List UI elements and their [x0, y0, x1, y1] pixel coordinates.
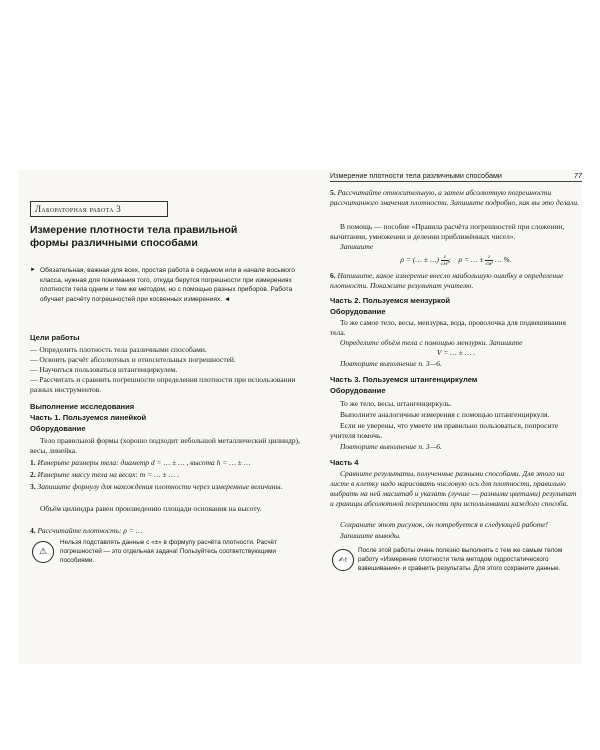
step-text: Рассчитайте относительную, а затем абсолютную погрешности рассчитанного значения плотности. Запишите подробно, как вы это делали. — [330, 188, 579, 207]
step-item — [30, 482, 302, 492]
part4-save-note: Сохраните этот рисунок, он потребуется в следующей работе! — [340, 520, 548, 529]
goals-heading: Цели работы — [30, 333, 80, 342]
note-block — [32, 541, 54, 563]
step-item — [30, 526, 302, 536]
part1-heading: Часть 1. Пользуемся линейкой — [30, 413, 147, 422]
goal-item: — Определить плотность тела различными способами. — [30, 345, 207, 354]
step-number: 6. — [330, 271, 336, 280]
equipment-heading: Оборудование — [30, 424, 86, 433]
step-number: 3. — [30, 482, 36, 491]
step-text: Рассчитайте плотность: ρ = … — [37, 526, 143, 535]
equipment-text: То же самое тело, весы, мензурка, вода, проволочка для подвешивания тела. — [330, 318, 566, 337]
intro-paragraph — [30, 266, 303, 304]
step-item — [330, 271, 582, 291]
page-number: 77 — [574, 171, 582, 180]
density-formula — [330, 254, 582, 267]
page-title: Измерение плотности тела правильной формы различными способами — [30, 224, 238, 249]
step-number: 1. — [30, 458, 36, 467]
part2-heading: Часть 2. Пользуемся мензуркой — [330, 296, 451, 305]
step-number: 5. — [330, 188, 336, 197]
step-number: 4. — [30, 526, 36, 535]
warning-icon: ⚠ — [32, 541, 54, 563]
procedure-heading: Выполнение исследования — [30, 402, 135, 411]
formula-part: ρ = (… ± …) — [400, 255, 440, 265]
equipment-heading: Оборудование — [330, 307, 386, 316]
intro-text: Обязательная, важная для всех, простая работа в седьмом или в начале восьмого класса, нужная для понимания того, откуда берутся погрешности при измерениях плотности тела одним и тем же методом, но с помощью разных приборов. Работа обучает расчёту погрешностей при косвенных измерениях. ◄ — [40, 267, 295, 303]
equipment-heading: Оборудование — [330, 386, 386, 395]
goal-item: — Рассчитать и сравнить погрешности определения плотности при использовании разных инструментов. — [30, 375, 296, 394]
running-title: Измерение плотности тела различными способами — [330, 171, 502, 180]
unit-denominator: см³ — [440, 261, 449, 267]
part3-text: Если не уверены, что умеете им правильно пользоваться, попросите учителя помочь. — [330, 421, 559, 440]
step-text: Измерьте массу тела на весах: m = … ± … . — [37, 470, 179, 479]
part4-text: Сравните результаты, полученные разными способами. Для этого на листе в клетку надо нарисовать числовую ось для плотности, правильно выбрать на ней масштаб и указать (лучше — разными цветами) результат и границы абсолютной погрешности при использовании каждого способа. — [330, 469, 577, 508]
pencil-note-icon: ✍! — [332, 549, 354, 571]
unit-numerator: г — [485, 254, 493, 261]
running-header — [330, 170, 582, 182]
part4-heading: Часть 4 — [330, 458, 359, 467]
goal-item: — Освоить расчёт абсолютных и относительных погрешностей. — [30, 355, 236, 364]
note-block — [332, 549, 354, 571]
left-page — [18, 170, 314, 664]
repeat-instruction: Повторите выполнение п. 3—6. — [340, 442, 442, 451]
right-page — [322, 170, 582, 664]
part4-conclusions: Запишите выводы. — [340, 531, 401, 540]
goal-item: — Научиться пользоваться штангенциркулем. — [30, 365, 178, 374]
part3-text: Выполните аналогичные измерения с помощью штангенциркуля. — [340, 410, 550, 419]
formula-separator: ; — [448, 255, 451, 265]
lab-work-label: Лабораторная работа 3 — [30, 201, 168, 217]
repeat-instruction: Повторите выполнение п. 3—6. — [340, 359, 442, 368]
equipment-text: То же тело, весы, штангенциркуль. — [340, 399, 452, 408]
step-item — [30, 470, 302, 480]
book-spread — [18, 170, 582, 664]
help-text: В помощь — пособие «Правила расчёта погрешностей при сложении, вычитании, умножении и делении приближённых чисел». — [330, 222, 565, 241]
step-text: Запишите формулу для нахождения плотности через измеренные величины. — [37, 482, 283, 491]
formula-part: … %. — [494, 255, 512, 265]
unit-numerator: г — [441, 254, 449, 261]
step-item — [330, 188, 582, 208]
part3-heading: Часть 3. Пользуемся штангенциркулем — [330, 375, 478, 384]
step-text: Напишите, какое измерение внесло наибольшую ошибку в определение плотности. Покажите результат учителю. — [330, 271, 564, 290]
triangle-marker-icon: ► — [30, 267, 36, 273]
step-number: 2. — [30, 470, 36, 479]
step-text: Объём цилиндра равен произведению площади основания на высоту. — [40, 504, 262, 513]
unit-fraction — [485, 254, 493, 267]
unit-fraction — [441, 254, 449, 267]
equipment-text: Тело правильной формы (хорошо подходит небольшой металлический цилиндр), весы, линейка. — [30, 436, 300, 455]
step-item — [30, 458, 302, 468]
step-text: Измерьте размеры тела: диаметр d = … ± … , высота h = … ± … — [37, 458, 251, 467]
note-text: Нельзя подставлять данные с «±» в формулу расчёта плотности. Расчёт погрешностей — это отдельная задача! Пользуйтесь соответствующими пособиями. — [60, 539, 278, 564]
volume-formula: V = … ± … . — [436, 348, 476, 357]
part2-instruction: Определите объём тела с помощью мензурки. Запишите — [340, 338, 523, 347]
unit-denominator: см³ — [485, 261, 494, 267]
write-label: Запишите — [340, 242, 374, 251]
formula-part: ρ = … ± — [458, 255, 484, 265]
note-text: После этой работы очень полезно выполнить с тем же самым телом работу «Измерение плотности тела методом гидростатического взвешивания» и сравнить результаты. Для этого сохраните данные. — [358, 547, 563, 572]
goals-list — [30, 345, 302, 395]
step-item — [30, 504, 302, 514]
